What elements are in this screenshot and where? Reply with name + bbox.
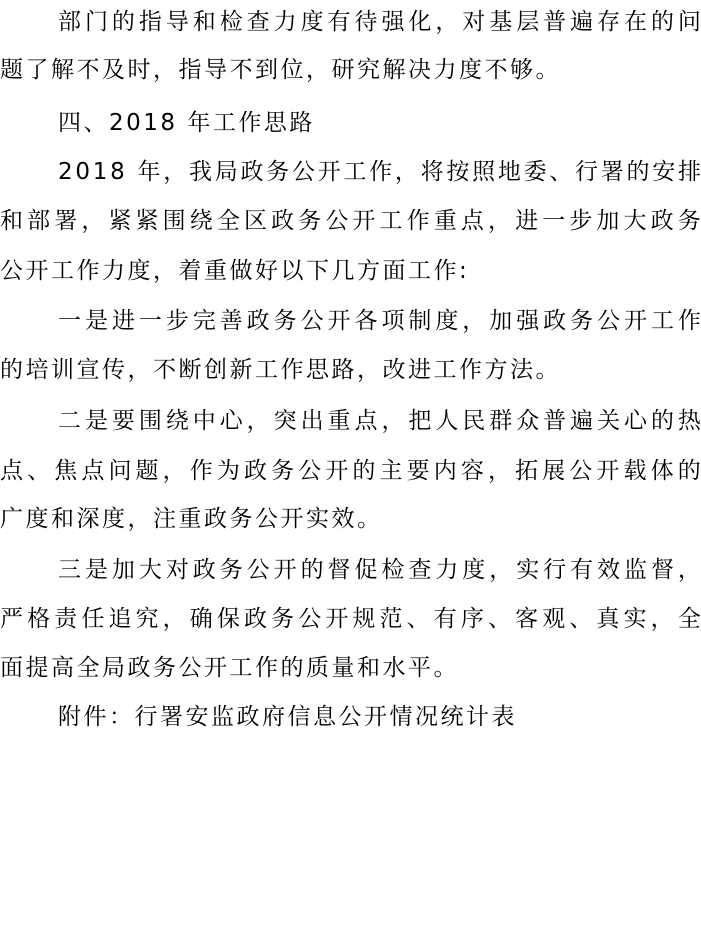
text-line-1: 部 门 的 指 导 和 检 查 力 度 有 待 强 化 ， 对 基 层 普 遍 存 在 的 问 [58,9,701,35]
text-line-8: 的培训宣传，不断创新工作思路，改进工作方法。 [0,357,561,383]
text-line-4: 2 0 1 8 年 ， 我 局 政 务 公 开 工 作 ， 将 按 照 地 委 、 行 署 的 安 排 [58,159,701,185]
section-heading: 四、2018 年工作思路 [58,110,315,136]
attachment-line: 附件：行署安监政府信息公开情况统计表 [58,704,517,730]
text-line-7: 一 是 进 一 步 完 善 政 务 公 开 各 项 制 度 ， 加 强 政 务 公 开 工 作 [58,308,701,334]
text-line-11: 广度和深度，注重政务公开实效。 [0,506,383,532]
text-line-2: 题了解不及时，指导不到位，研究解决力度不够。 [0,57,561,83]
text-line-6: 公开工作力度，着重做好以下几方面工作: [0,258,470,284]
text-line-12: 三 是 加 大 对 政 务 公 开 的 督 促 检 查 力 度 ， 实 行 有 效 监 督 ， [58,557,701,583]
text-line-10: 点 、 焦 点 问 题 ， 作 为 政 务 公 开 的 主 要 内 容 ， 拓 展 公 开 载 体 的 [0,458,701,484]
text-line-9: 二 是 要 围 绕 中 心 ， 突 出 重 点 ， 把 人 民 群 众 普 遍 关 心 的 热 [58,408,701,434]
text-line-13: 严 格 责 任 追 究 ， 确 保 政 务 公 开 规 范 、 有 序 、 客 观 、 真 实 ， 全 [0,606,701,632]
text-line-5: 和 部 署 ， 紧 紧 围 绕 全 区 政 务 公 开 工 作 重 点 ， 进 一 步 加 大 政 务 [0,208,701,234]
text-line-14: 面提高全局政务公开工作的质量和水平。 [0,655,459,681]
